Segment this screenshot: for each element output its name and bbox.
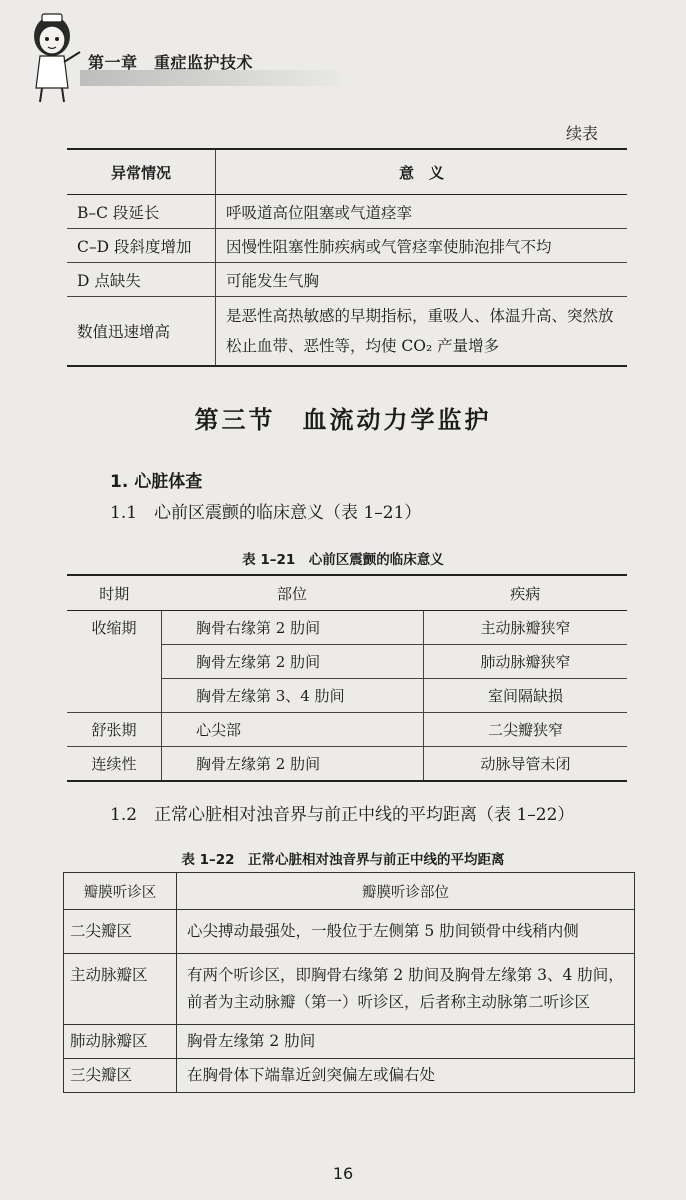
header-site: 瓣膜听诊部位 [177,873,635,910]
header-location: 部位 [162,575,424,611]
location-cell: 胸骨左缘第 2 肋间 [162,747,424,782]
header-period: 时期 [67,575,162,611]
disease-cell: 肺动脉瓣狭窄 [424,645,628,679]
area-cell: 肺动脉瓣区 [64,1025,177,1059]
table-row [67,229,627,263]
table-row [64,1025,635,1059]
period-cell: 连续性 [91,755,137,773]
site-cell: 胸骨左缘第 2 肋间 [177,1025,635,1059]
header-disease: 疾病 [424,575,628,611]
continued-table [67,148,627,367]
header-area: 瓣膜听诊区 [64,873,177,910]
location-cell: 胸骨左缘第 3、4 肋间 [162,679,424,713]
condition-cell: B–C 段延长 [67,195,216,229]
subheading-heart-exam: 1. 心脏体查 [110,472,203,492]
table-header-row [64,873,635,910]
header-condition: 异常情况 [67,149,216,195]
table-1-22 [63,872,635,1093]
meaning-cell: 可能发生气胸 [216,263,628,297]
period-cell [67,645,162,679]
period-cell [67,679,162,713]
table-row [67,679,627,713]
meaning-cell: 呼吸道高位阻塞或气道痉挛 [216,195,628,229]
location-cell: 胸骨右缘第 2 肋间 [162,611,424,645]
meaning-cell: 因慢性阻塞性肺疾病或气管痉挛使肺泡排气不均 [216,229,628,263]
condition-cell: D 点缺失 [67,263,216,297]
table-row [67,195,627,229]
table-row [64,1059,635,1093]
disease-cell: 主动脉瓣狭窄 [424,611,628,645]
continued-label: 续表 [566,124,599,143]
disease-cell: 室间隔缺损 [424,679,628,713]
table-header-row [67,149,627,195]
site-cell: 心尖搏动最强处，一般位于左侧第 5 肋间锁骨中线稍内侧 [177,910,635,954]
table-header-row [67,575,627,611]
nurse-mascot-icon [22,6,84,106]
site-cell: 在胸骨体下端靠近剑突偏左或偏右处 [177,1059,635,1093]
subheading-dullness-border: 1.2 正常心脏相对浊音界与前正中线的平均距离（表 1–22） [110,805,575,825]
area-cell: 二尖瓣区 [64,910,177,954]
table-row [67,713,627,747]
disease-cell: 动脉导管未闭 [424,747,628,782]
period-cell: 收缩期 [91,619,137,638]
area-cell: 主动脉瓣区 [64,954,177,1025]
subheading-precordial-thrill: 1.1 心前区震颤的临床意义（表 1–21） [110,503,422,523]
chapter-title: 第一章 重症监护技术 [88,53,254,72]
location-cell: 胸骨左缘第 2 肋间 [162,645,424,679]
meaning-cell: 是恶性高热敏感的早期指标，重吸人、体温升高、突然放松止血带、恶性等，均使 CO₂ 产量增多 [226,307,614,355]
table-row [67,747,627,782]
table-row [64,954,635,1025]
table-1-21-caption: 表 1–21 心前区震颤的临床意义 [242,552,444,568]
disease-cell: 二尖瓣狭窄 [424,713,628,747]
header-meaning: 意 义 [216,149,628,195]
table-row [67,297,627,367]
table-row [67,611,627,645]
table-row [67,263,627,297]
table-1-22-caption: 表 1–22 正常心脏相对浊音界与前正中线的平均距离 [181,852,505,868]
period-cell: 舒张期 [67,713,162,747]
section-title: 第三节 血流动力学监护 [194,405,492,434]
table-row [67,645,627,679]
table-row [64,910,635,954]
location-cell: 心尖部 [162,713,424,747]
area-cell: 三尖瓣区 [64,1059,177,1093]
page-number: 16 [332,1164,354,1183]
condition-cell: C–D 段斜度增加 [67,229,216,263]
site-cell: 有两个听诊区，即胸骨右缘第 2 肋间及胸骨左缘第 3、4 肋间，前者为主动脉瓣（第一）听诊区，后者称主动脉第二听诊区 [177,954,635,1025]
condition-cell: 数值迅速增高 [67,297,216,367]
table-1-21 [67,574,627,782]
